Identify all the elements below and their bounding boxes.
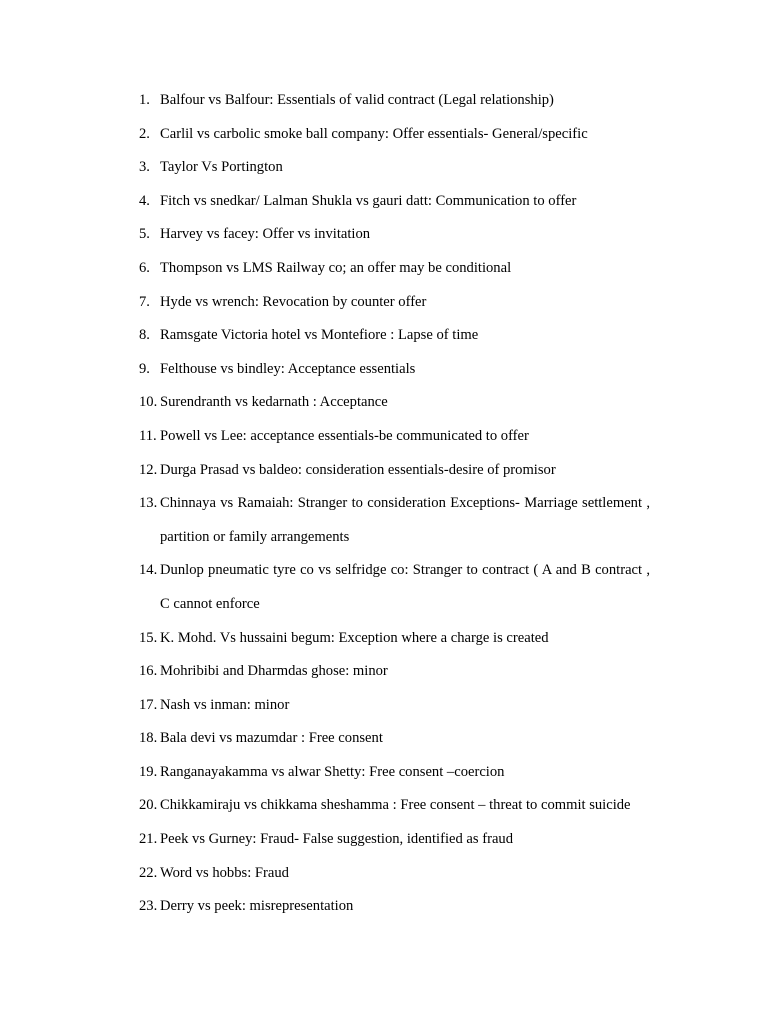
list-item [0, 286, 768, 320]
list-item [0, 689, 768, 723]
list-item [0, 789, 768, 823]
item-number: 9. [139, 360, 150, 377]
item-number: 2. [139, 125, 150, 142]
item-text: Thompson vs LMS Railway co; an offer may be conditional [160, 259, 512, 276]
item-text: Bala devi vs mazumdar : Free consent [160, 730, 383, 747]
item-number: 16. [139, 663, 158, 680]
list-item [0, 655, 768, 689]
list-item [0, 84, 768, 118]
item-text: Carlil vs carbolic smoke ball company: Offer essentials- General/specific [160, 125, 588, 142]
list-item [0, 252, 768, 286]
item-number: 18. [139, 730, 158, 747]
item-text: K. Mohd. Vs hussaini begum: Exception where a charge is created [160, 629, 549, 646]
item-text: Dunlop pneumatic tyre co vs selfridge co: Stranger to contract ( A and B contract , C cannot enforce [160, 562, 650, 612]
list-item [0, 386, 768, 420]
item-text: Balfour vs Balfour: Essentials of valid contract (Legal relationship) [160, 92, 554, 108]
item-number: 21. [139, 831, 158, 848]
item-number: 6. [139, 259, 150, 276]
item-number: 5. [139, 226, 150, 243]
item-number: 14. [139, 562, 158, 579]
item-text: Durga Prasad vs baldeo: consideration essentials-desire of promisor [160, 461, 556, 478]
item-text: Felthouse vs bindley: Acceptance essentials [160, 360, 416, 377]
list-item [0, 622, 768, 656]
item-number: 15. [139, 629, 158, 646]
item-text: Harvey vs facey: Offer vs invitation [160, 226, 371, 243]
list-item [0, 487, 768, 554]
list-item [0, 554, 768, 621]
list-item [0, 420, 768, 454]
list-item [0, 319, 768, 353]
list-item [0, 722, 768, 756]
list-item [0, 151, 768, 185]
item-number: 4. [139, 192, 150, 209]
item-text: Powell vs Lee: acceptance essentials-be communicated to offer [160, 427, 529, 444]
list-item [0, 756, 768, 790]
item-text: Chikkamiraju vs chikkama sheshamma : Free consent – threat to commit suicide [160, 797, 631, 814]
item-number: 22. [139, 864, 158, 881]
item-number: 3. [139, 159, 150, 176]
item-text: Ramsgate Victoria hotel vs Montefiore : Lapse of time [160, 327, 479, 344]
item-number: 8. [139, 327, 150, 344]
list-item [0, 890, 768, 924]
list-item [0, 857, 768, 891]
item-text: Surendranth vs kedarnath : Acceptance [160, 394, 388, 411]
item-number: 13. [139, 495, 158, 512]
item-number: 11. [139, 427, 157, 444]
list-item [0, 353, 768, 387]
item-number: 1. [139, 92, 150, 108]
item-text: Derry vs peek: misrepresentation [160, 898, 354, 915]
item-number: 20. [139, 797, 158, 814]
item-number: 23. [139, 898, 158, 915]
list-item [0, 185, 768, 219]
list-item [0, 454, 768, 488]
case-list [0, 84, 768, 924]
item-number: 17. [139, 696, 158, 713]
list-item [0, 823, 768, 857]
item-number: 12. [139, 461, 158, 478]
item-text: Peek vs Gurney: Fraud- False suggestion, identified as fraud [160, 831, 514, 848]
item-text: Fitch vs snedkar/ Lalman Shukla vs gauri datt: Communication to offer [160, 192, 577, 209]
list-item [0, 218, 768, 252]
item-text: Hyde vs wrench: Revocation by counter offer [160, 293, 427, 310]
item-number: 10. [139, 394, 158, 411]
item-text: Taylor Vs Portington [160, 159, 283, 176]
item-text: Word vs hobbs: Fraud [160, 864, 289, 881]
list-item [0, 118, 768, 152]
item-text: Nash vs inman: minor [160, 696, 290, 713]
item-text: Mohribibi and Dharmdas ghose: minor [160, 663, 388, 680]
item-text: Ranganayakamma vs alwar Shetty: Free consent –coercion [160, 763, 505, 780]
item-number: 7. [139, 293, 150, 310]
item-text: Chinnaya vs Ramaiah: Stranger to consideration Exceptions- Marriage settlement , partition or family arrangements [160, 495, 650, 545]
item-number: 19. [139, 763, 158, 780]
